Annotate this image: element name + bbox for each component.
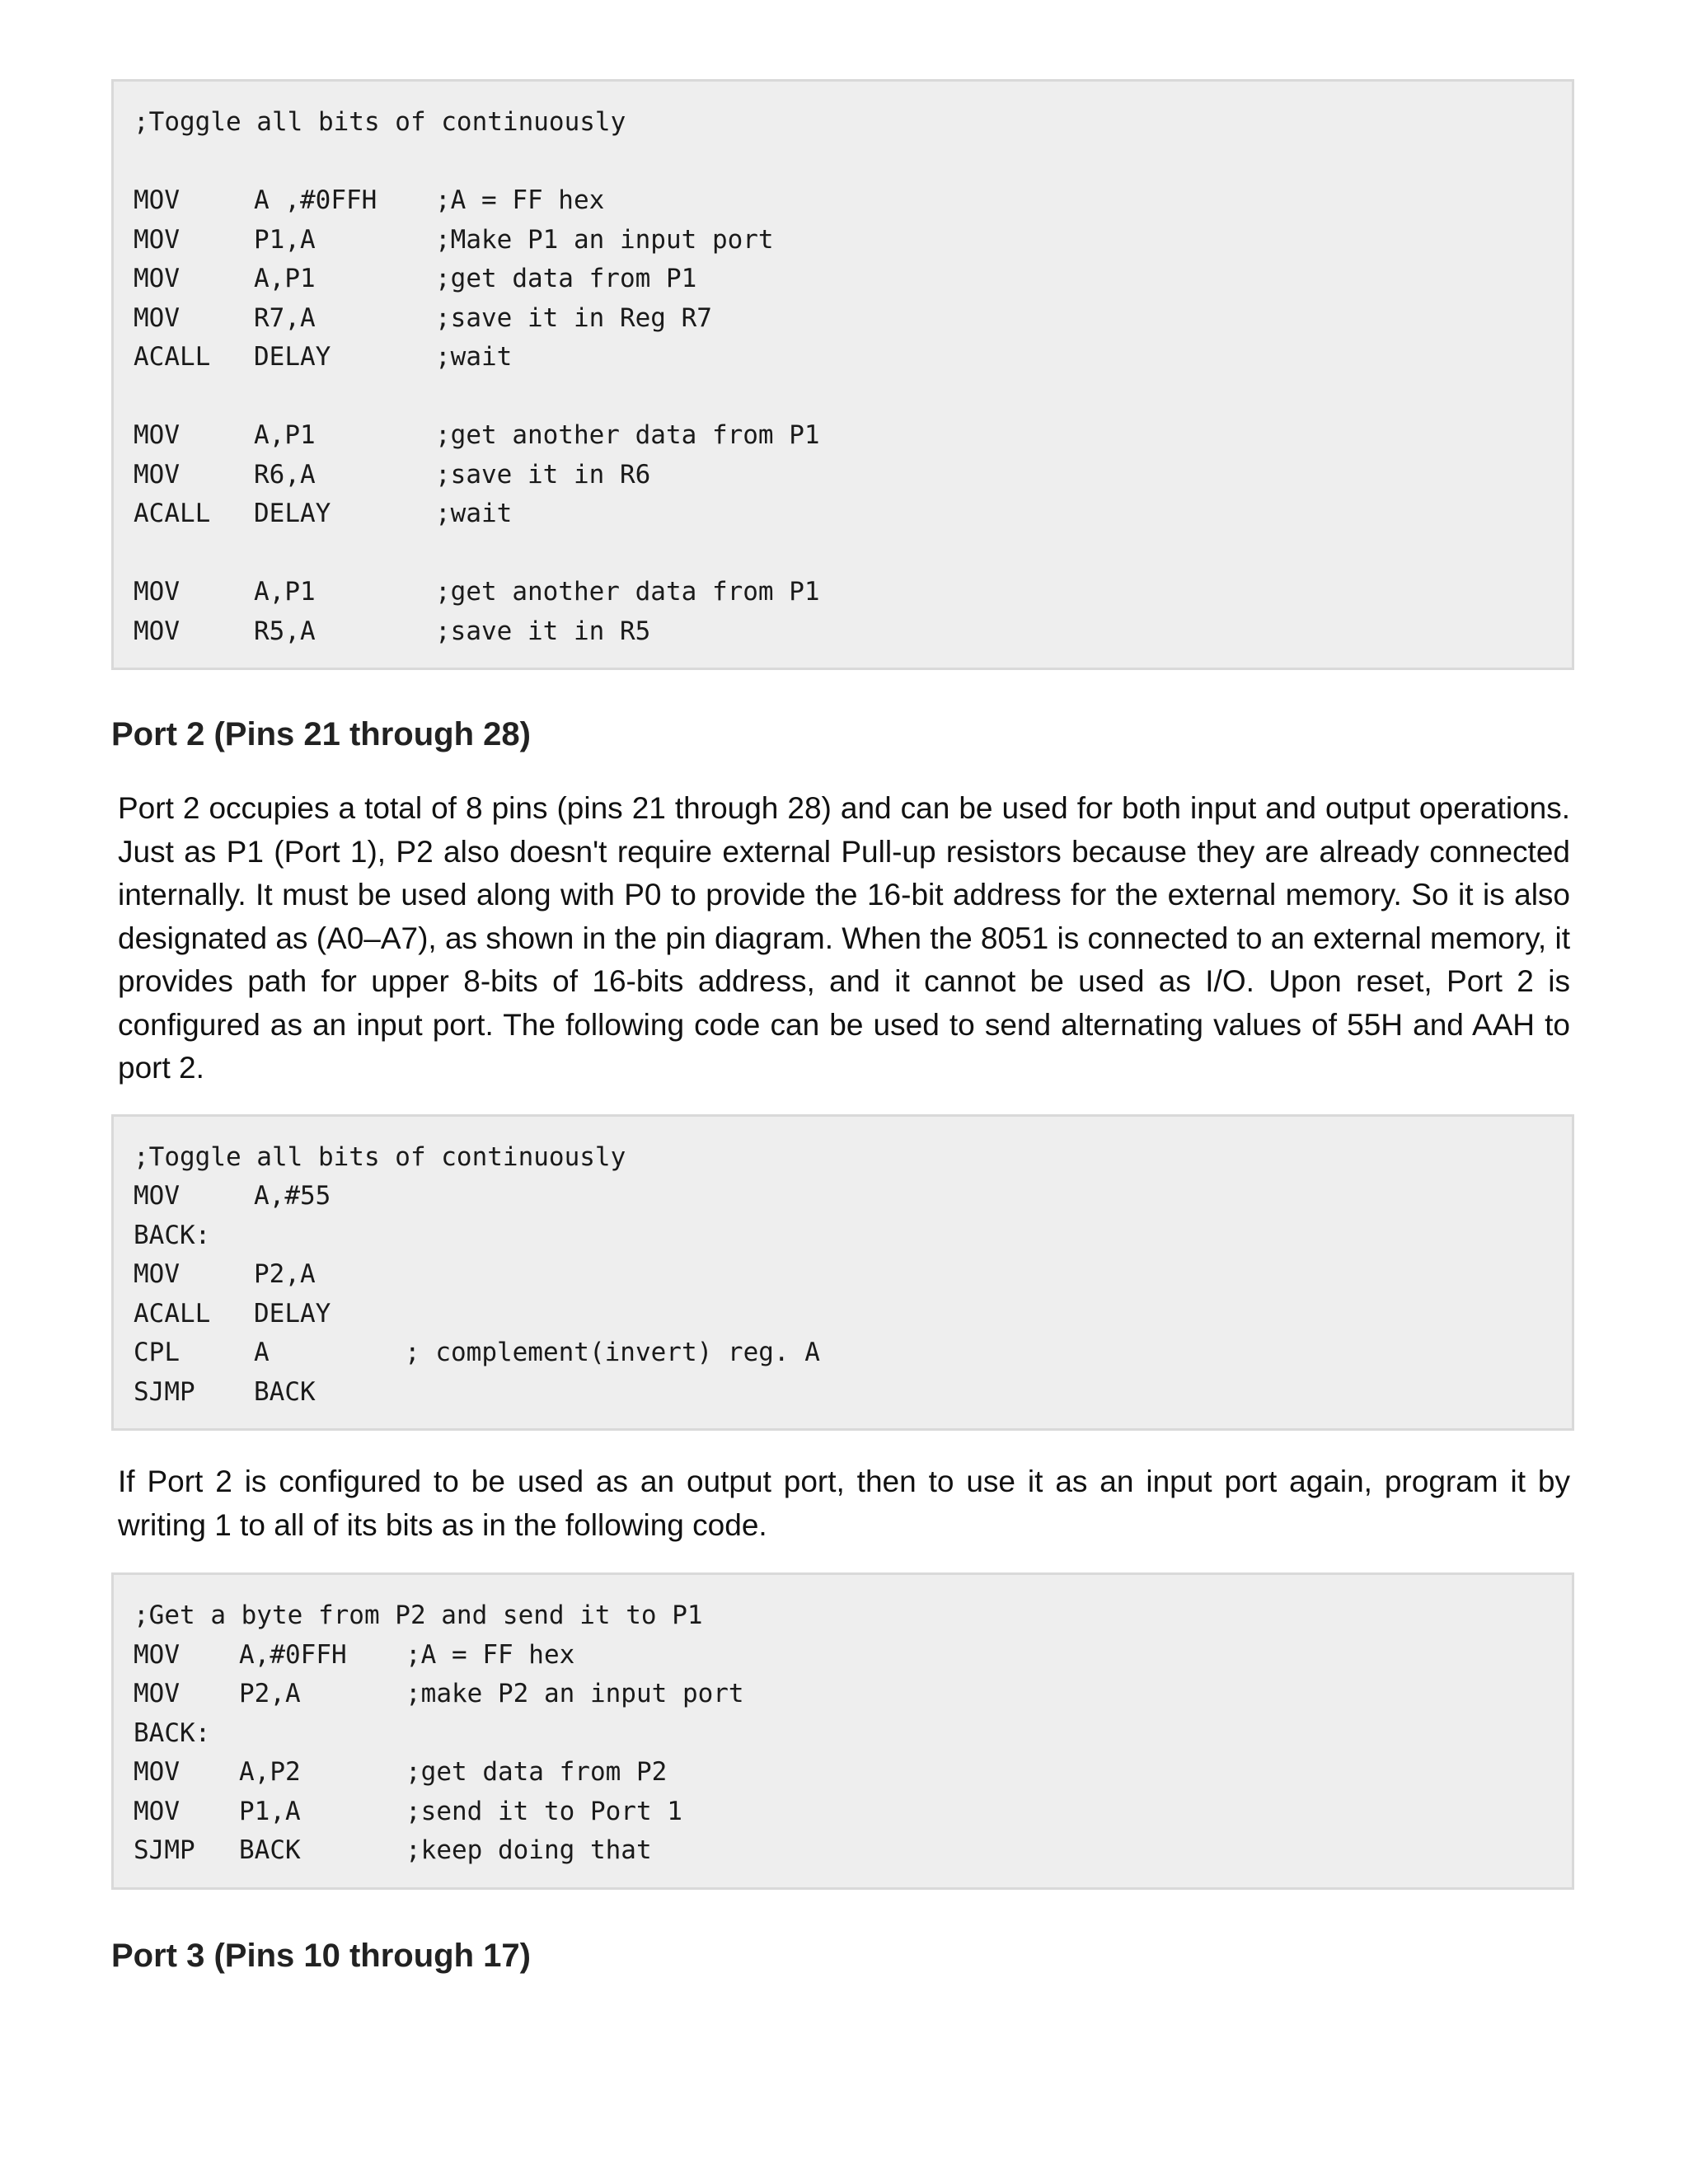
code-operand: A,#55 [254,1181,331,1211]
code-operand: BACK [254,1376,316,1407]
paragraph-port2-description: Port 2 occupies a total of 8 pins (pins 21 through 28) and can be used for both input and output operations. Just as P1 (Port 1), P2 also doesn't require external Pull-up resistors because they are already connected internally. It must be used along with P0 to provide the 16-bit address for the external memory. So it is also designated as (A0–A7), as shown in the pin diagram. When the 8051 is connected to an external memory, it provides path for upper 8-bits of 16-bits address, and it cannot be used as I/O. Upon reset, Port 2 is configured as an input port. The following code can be used to send alternating values of 55H and AAH to port 2. [118,791,1570,1085]
code-opcode: MOV [134,1639,180,1670]
code-opcode: MOV [134,616,180,646]
code-label: BACK: [134,1718,211,1748]
code-opcode: ACALL [134,499,211,528]
code-operand: P2,A [254,1259,316,1289]
code-opcode: MOV [134,459,180,490]
code-line-comment: ;get data from P2 [406,1757,668,1787]
code-line [134,1831,1572,1871]
code-operand: A,P2 [239,1757,301,1787]
code-opcode: CPL [134,1338,180,1367]
code-line [134,1177,1572,1216]
code-block-port2-toggle [111,1114,1574,1432]
code-opcode: MOV [134,1679,180,1708]
code-line [134,1793,1572,1832]
code-opcode: MOV [134,1259,180,1289]
code-operand: R5,A [254,616,316,646]
code-line-comment: ;Make P1 an input port [435,224,774,255]
code-opcode: MOV [134,264,180,293]
code-line-comment: ;get data from P1 [435,264,697,293]
code-operand: A,P1 [254,420,316,450]
document-page [111,79,1574,1975]
code-line [134,299,1572,339]
code-line-comment: ;wait [435,499,513,528]
code-line [134,1753,1572,1793]
code-comment: ;Get a byte from P2 and send it to P1 [134,1601,703,1630]
code-operand: DELAY [254,342,331,372]
code-opcode: MOV [134,1757,180,1787]
code-line [134,1675,1572,1714]
code-operand: P2,A [239,1679,301,1708]
paragraph-port2-reconfigure: If Port 2 is configured to be used as an output port, then to use it as an input port again, program it by writing 1 to all of its bits as in the following code. [118,1465,1570,1542]
code-opcode: SJMP [134,1835,195,1865]
code-comment: ;Toggle all bits of continuously [134,107,626,137]
code-operand: DELAY [254,1298,331,1329]
code-operand: BACK [239,1835,301,1865]
code-opcode: SJMP [134,1376,195,1407]
code-comment: ;Toggle all bits of continuously [134,1141,626,1172]
code-operand: A ,#0FFH [254,185,377,215]
code-line [134,573,1572,612]
code-line [134,456,1572,495]
code-opcode: MOV [134,577,180,607]
code-line [134,260,1572,299]
code-line-comment: ;save it in R5 [435,616,651,646]
code-opcode: ACALL [134,1298,211,1329]
code-operand: A,P1 [254,264,316,293]
code-opcode: MOV [134,1796,180,1826]
code-line [134,338,1572,377]
code-operand: P1,A [254,224,316,255]
code-opcode: MOV [134,224,180,255]
code-line-comment: ;get another data from P1 [435,577,820,607]
section-heading-port2: Port 2 (Pins 21 through 28) [111,716,531,752]
code-line-comment: ; complement(invert) reg. A [405,1338,820,1367]
code-line [134,1714,1572,1754]
code-line [134,221,1572,260]
code-operand: A,P1 [254,577,316,607]
code-opcode: MOV [134,420,180,450]
code-operand: A [254,1338,270,1367]
code-label: BACK: [134,1220,211,1250]
code-line [134,1373,1572,1413]
code-line-comment: ;keep doing that [406,1835,652,1865]
code-operand: R6,A [254,459,316,490]
code-line [134,1295,1572,1334]
section-heading-port3: Port 3 (Pins 10 through 17) [111,1937,531,1974]
code-line-comment: ;save it in R6 [435,459,651,490]
code-line [134,181,1572,221]
code-line-comment: ;get another data from P1 [435,420,820,450]
code-opcode: MOV [134,302,180,333]
code-operand: A,#0FFH [239,1639,347,1670]
code-line-comment: ;make P2 an input port [406,1679,744,1708]
code-line [134,1255,1572,1295]
code-line [134,494,1572,534]
code-line [134,1216,1572,1256]
code-line-comment: ;send it to Port 1 [406,1796,682,1826]
code-line-comment: ;wait [435,342,513,372]
code-line-comment: ;A = FF hex [435,185,605,215]
code-line [134,1333,1572,1373]
code-line-comment: ;A = FF hex [406,1639,575,1670]
code-line [134,416,1572,456]
code-operand: P1,A [239,1796,301,1826]
code-operand: R7,A [254,302,316,333]
code-opcode: ACALL [134,342,211,372]
code-block-port2-read [111,1572,1574,1890]
code-line [134,612,1572,652]
code-block-port1-read [111,79,1574,670]
code-operand: DELAY [254,499,331,528]
code-line [134,1636,1572,1675]
code-line-comment: ;save it in Reg R7 [435,302,712,333]
code-opcode: MOV [134,1181,180,1211]
code-opcode: MOV [134,185,180,215]
